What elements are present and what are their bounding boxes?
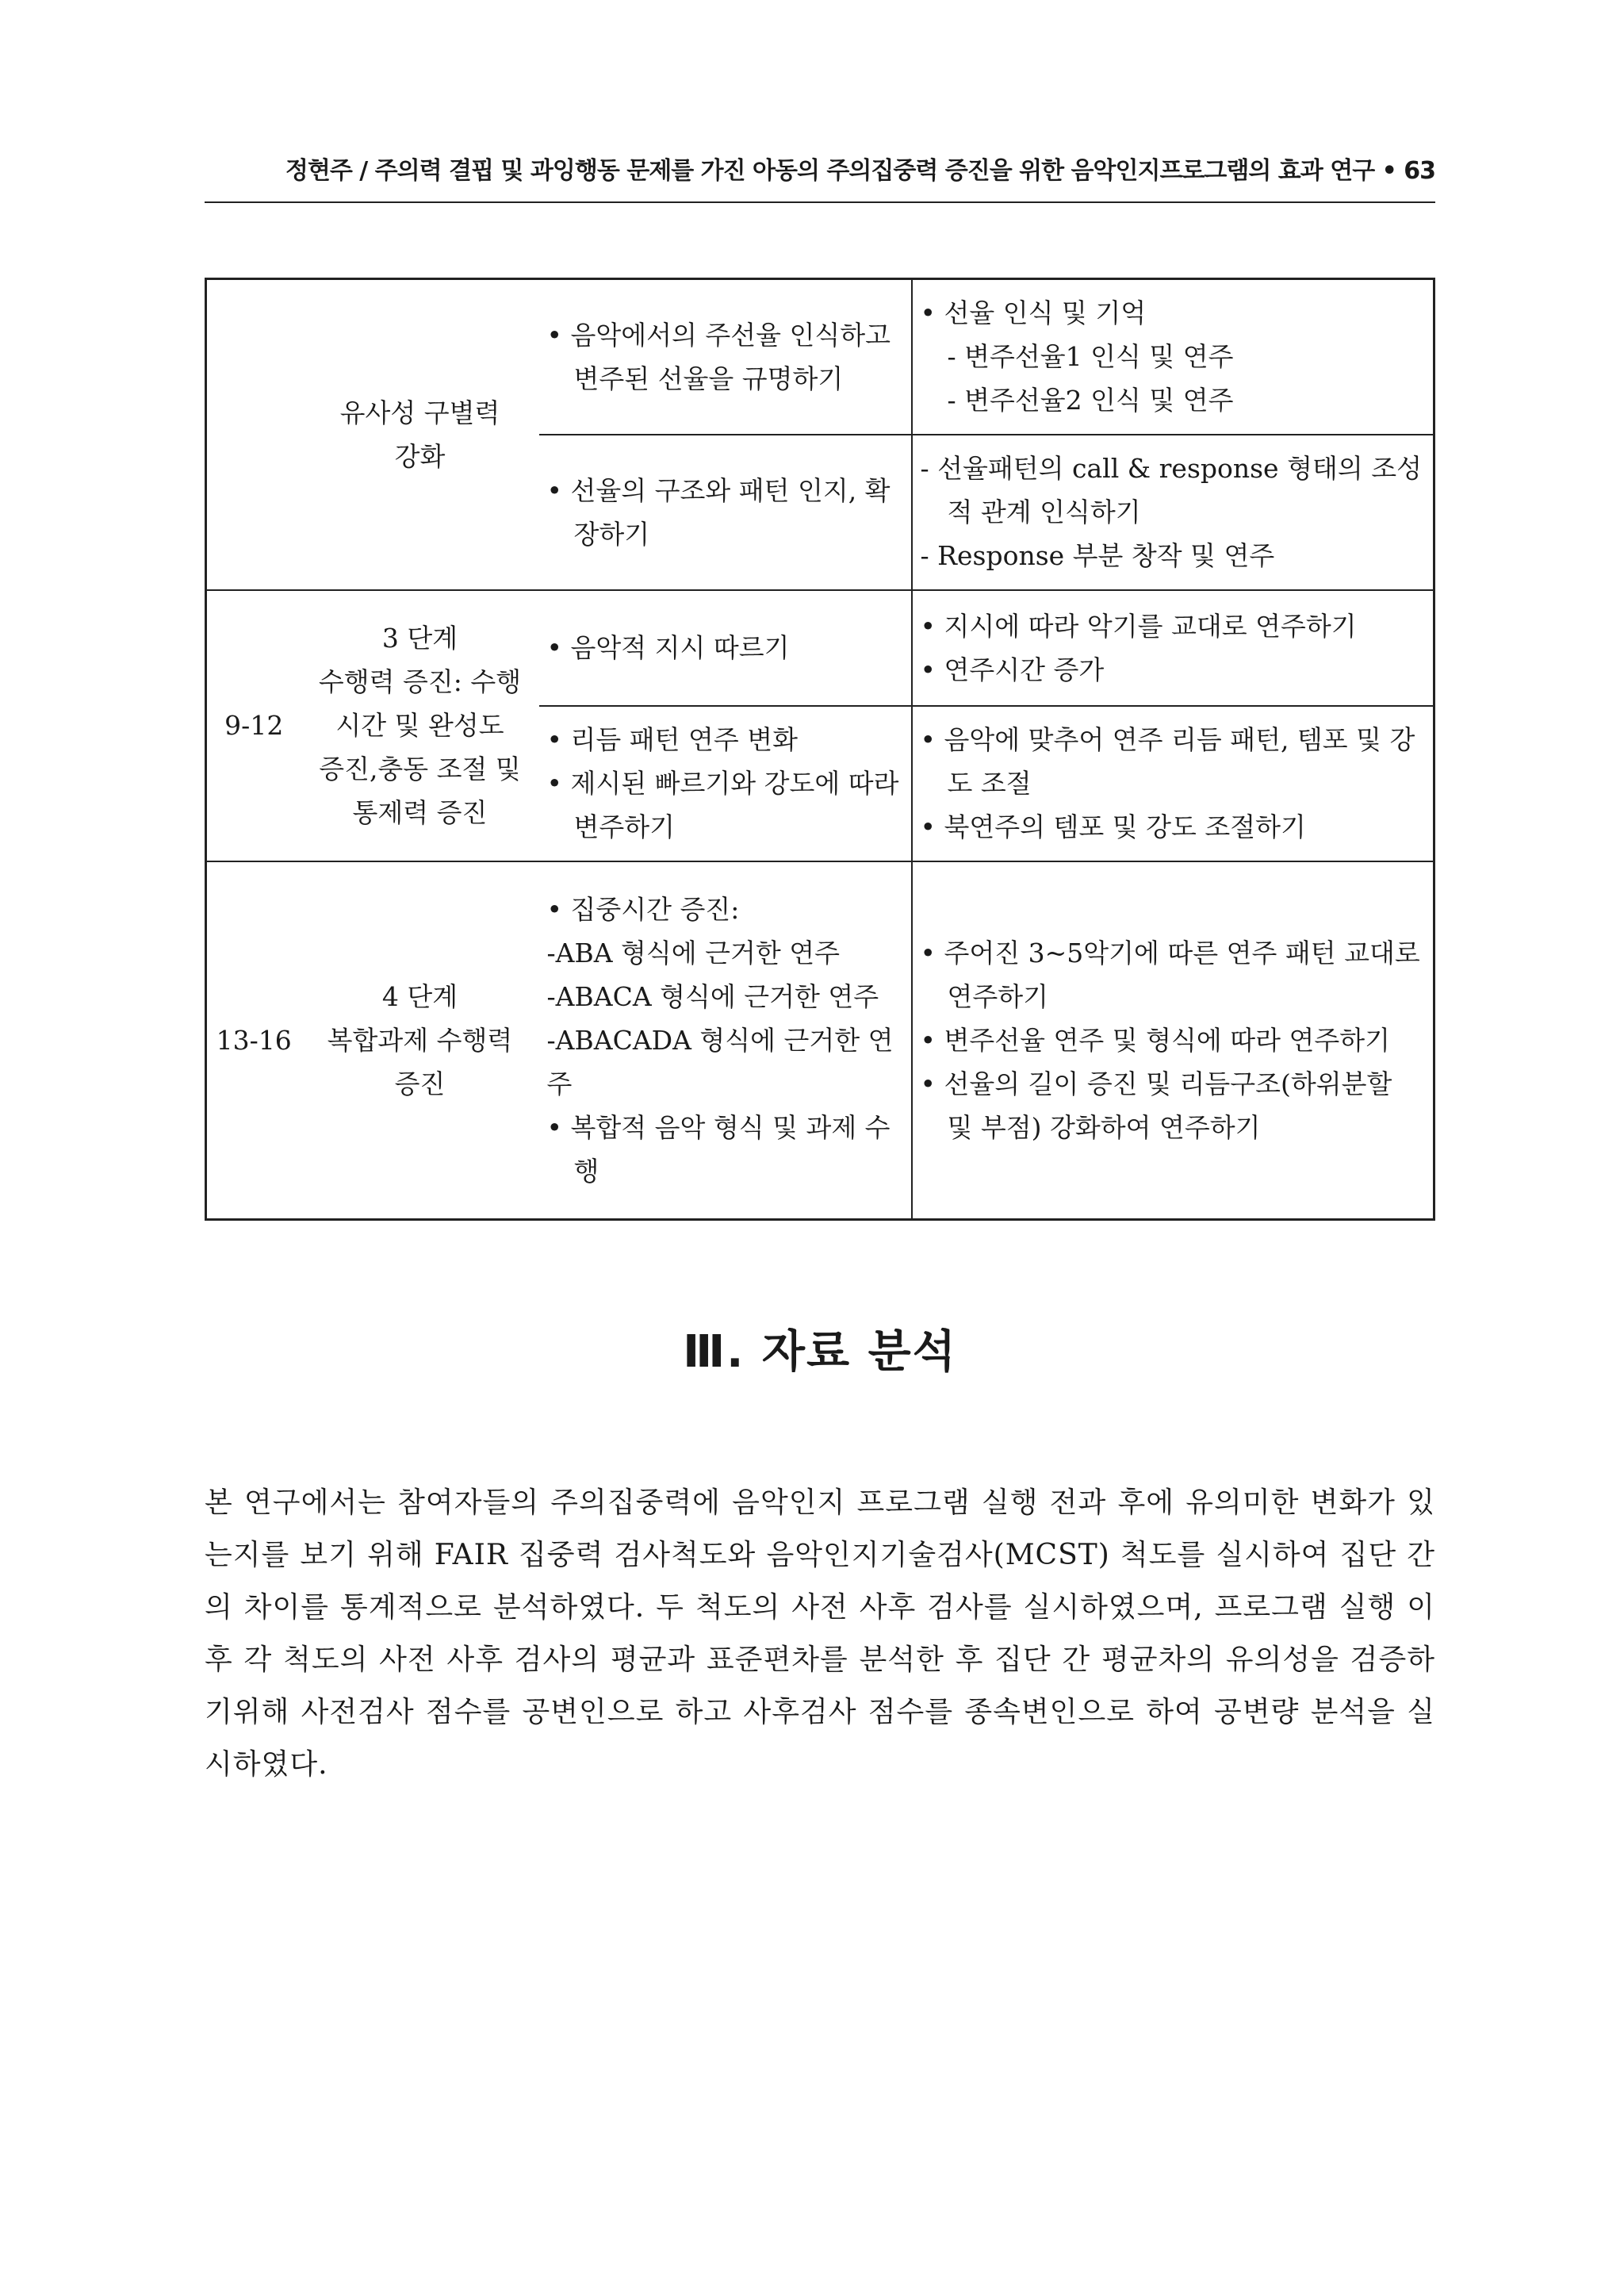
body-paragraph: 본 연구에서는 참여자들의 주의집중력에 음악인지 프로그램 실행 전과 후에 유의미한 변화가 있는지를 보기 위해 FAIR 집중력 검사척도와 음악인지기술검사(MCST) 척도를 실시하여 집단 간의 차이를 통계적으로 분석하였다. 두 척도의 사전 사후 검사를 실시하였으며, 프로그램 실행 이후 각 척도의 사전 사후 검사의 평균과 표준편차를 분석한 후 집단 간 평균차의 유의성을 검증하기위해 사전검사 점수를 공변인으로 하고 사후검사 점수를 종속변인으로 하여 공변량 분석을 실시하였다. bbox=[205, 1486, 1435, 1781]
goal-cell: • 리듬 패턴 연주 변화 • 제시된 빠르기와 강도에 따라 변주하기 bbox=[539, 706, 912, 861]
section-title: Ⅲ. 자료 분석 bbox=[683, 1326, 957, 1378]
stage-cell: 유사성 구별력 강화 bbox=[301, 279, 539, 590]
table-row bbox=[206, 861, 1434, 1220]
goal-cell: • 집중시간 증진: -ABA 형식에 근거한 연주 -ABACA 형식에 근거한 연주 -ABACADA 형식에 근거한 연주 • 복합적 음악 형식 및 과제 수행 bbox=[539, 861, 912, 1220]
page-number: • 63 bbox=[1381, 157, 1435, 185]
table-row bbox=[206, 590, 1434, 706]
program-table bbox=[205, 278, 1435, 1221]
goal-cell: • 음악적 지시 따르기 bbox=[539, 590, 912, 706]
goal-cell: • 음악에서의 주선율 인식하고 변주된 선율을 규명하기 bbox=[539, 279, 912, 435]
stage-cell: 4 단계 복합과제 수행력 증진 bbox=[301, 861, 539, 1220]
running-title: 정현주 / 주의력 결핍 및 과잉행동 문제를 가진 아동의 주의집중력 증진을 위한 음악인지프로그램의 효과 연구 bbox=[285, 157, 1375, 185]
goal-cell: • 선율의 구조와 패턴 인지, 확장하기 bbox=[539, 435, 912, 590]
table-row bbox=[206, 279, 1434, 435]
week-cell bbox=[206, 279, 301, 590]
header-rule bbox=[205, 201, 1435, 203]
activity-cell: - 선율패턴의 call & response 형태의 조성적 관계 인식하기 - Response 부분 창작 및 연주 bbox=[912, 435, 1434, 590]
week-cell: 9-12 bbox=[206, 590, 301, 861]
activity-cell: • 지시에 따라 악기를 교대로 연주하기 • 연주시간 증가 bbox=[912, 590, 1434, 706]
activity-cell: • 음악에 맞추어 연주 리듬 패턴, 템포 및 강도 조절 • 북연주의 템포 및 강도 조절하기 bbox=[912, 706, 1434, 861]
week-cell: 13-16 bbox=[206, 861, 301, 1220]
stage-cell: 3 단계 수행력 증진: 수행 시간 및 완성도 증진,충동 조절 및 통제력 증진 bbox=[301, 590, 539, 861]
activity-cell: • 선율 인식 및 기억 - 변주선율1 인식 및 연주 - 변주선율2 인식 및 연주 bbox=[912, 279, 1434, 435]
running-header bbox=[205, 155, 1435, 187]
activity-cell: • 주어진 3~5악기에 따른 연주 패턴 교대로 연주하기 • 변주선율 연주 및 형식에 따라 연주하기 • 선율의 길이 증진 및 리듬구조(하위분할 및 부점) 강화하여 연주하기 bbox=[912, 861, 1434, 1220]
